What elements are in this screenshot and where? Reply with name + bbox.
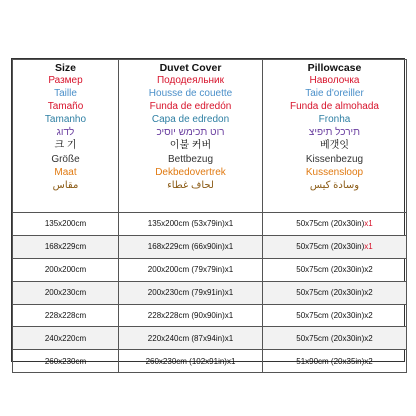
duvet-cell: 200x200cm (79x79in)x1: [119, 258, 263, 281]
duvet-cell: 220x240cm (87x94in)x1: [119, 327, 263, 350]
pillow-cell: [263, 213, 407, 236]
table-row: [13, 350, 407, 373]
pillow-quantity: x2: [364, 311, 373, 320]
table-row: [13, 304, 407, 327]
translation-label: Capa de edredon: [151, 114, 230, 126]
size-cell: 168x229cm: [13, 235, 119, 258]
translation-label: Funda de edredón: [149, 101, 232, 113]
pillow-dimensions: 50x75cm (20x30in): [296, 219, 365, 229]
translation-list: [263, 74, 406, 192]
translation-label: لحاف غطاء: [167, 179, 214, 191]
duvet-cell: 260x230cm (102x91in)x1: [119, 350, 263, 373]
pillow-quantity: x2: [364, 356, 373, 366]
duvet-cell: 168x229cm (66x90in)x1: [119, 235, 263, 258]
duvet-cell: 228x228cm (90x90in)x1: [119, 304, 263, 327]
table-row: [13, 235, 407, 258]
pillow-dimensions: 51x90cm (20x35in): [296, 356, 365, 366]
pillow-cell: [263, 258, 407, 281]
table-row: [13, 281, 407, 304]
pillow-quantity: x2: [364, 265, 373, 275]
pillow-dimensions: 50x75cm (20x30in): [296, 265, 365, 275]
translation-label: תירכל תיפיצ: [308, 127, 361, 139]
pillow-quantity: x2: [364, 333, 373, 343]
size-cell: 135x200cm: [13, 213, 119, 236]
translation-label: רוט תכימש יוסיכ: [156, 127, 225, 139]
size-cell: 228x228cm: [13, 304, 119, 327]
pillow-cell: [263, 327, 407, 350]
translation-label: Наволочка: [309, 75, 360, 86]
size-cell: 240x220cm: [13, 327, 119, 350]
column-heading: Pillowcase: [307, 62, 362, 74]
translation-label: Maat: [54, 166, 77, 178]
pillow-quantity: x1: [364, 219, 373, 229]
size-chart: [11, 58, 405, 366]
translation-label: Пододеяльник: [156, 75, 225, 86]
pillow-quantity: x1: [364, 242, 373, 252]
pillow-dimensions: 50x75cm (20x30in): [296, 333, 365, 343]
translation-label: 베갯잇: [320, 140, 349, 152]
size-cell: 200x230cm: [13, 281, 119, 304]
pillow-cell: [263, 235, 407, 258]
duvet-cell: 200x230cm (79x91in)x1: [119, 281, 263, 304]
translation-label: Taille: [54, 88, 77, 100]
table-row: [13, 258, 407, 281]
translation-label: לדוג: [56, 127, 75, 139]
column-heading: Duvet Cover: [159, 62, 222, 74]
translation-label: Tamanho: [44, 114, 87, 126]
translation-label: Größe: [51, 153, 80, 165]
size-table: [12, 59, 407, 373]
header-row: [13, 60, 407, 213]
translation-label: Bettbezug: [167, 153, 214, 165]
header-cell-pillow: [263, 60, 407, 213]
translation-label: 크 기: [54, 140, 77, 152]
size-cell: 260x230cm: [13, 350, 119, 373]
pillow-cell: [263, 304, 407, 327]
header-cell-size: [13, 60, 119, 213]
translation-list: [119, 74, 262, 192]
pillow-dimensions: 50x75cm (20x30in): [296, 242, 365, 252]
translation-label: Dekbedovertrek: [155, 166, 226, 178]
table-row: [13, 213, 407, 236]
translation-label: Kissenbezug: [305, 153, 364, 165]
column-heading: Size: [54, 62, 76, 74]
translation-label: Taie d'oreiller: [305, 88, 364, 100]
pillow-dimensions: 50x75cm (20x30in): [296, 288, 365, 298]
pillow-cell: [263, 281, 407, 304]
translation-label: Tamaño: [47, 101, 84, 113]
translation-label: وسادة كيس: [309, 179, 360, 191]
translation-label: Kussensloop: [305, 166, 364, 178]
pillow-dimensions: 50x75cm (20x30in): [296, 311, 365, 320]
pillow-quantity: x2: [364, 288, 373, 298]
translation-list: [13, 74, 118, 192]
header-cell-duvet: [119, 60, 263, 213]
translation-label: Housse de couette: [148, 88, 233, 100]
translation-label: 이불 커버: [169, 140, 212, 152]
translation-label: Funda de almohada: [290, 101, 379, 113]
duvet-cell: 135x200cm (53x79in)x1: [119, 213, 263, 236]
translation-label: مقاس: [52, 179, 79, 191]
translation-label: Размер: [48, 75, 83, 86]
table-row: [13, 327, 407, 350]
size-cell: 200x200cm: [13, 258, 119, 281]
pillow-cell: [263, 350, 407, 373]
translation-label: Fronha: [318, 114, 351, 126]
